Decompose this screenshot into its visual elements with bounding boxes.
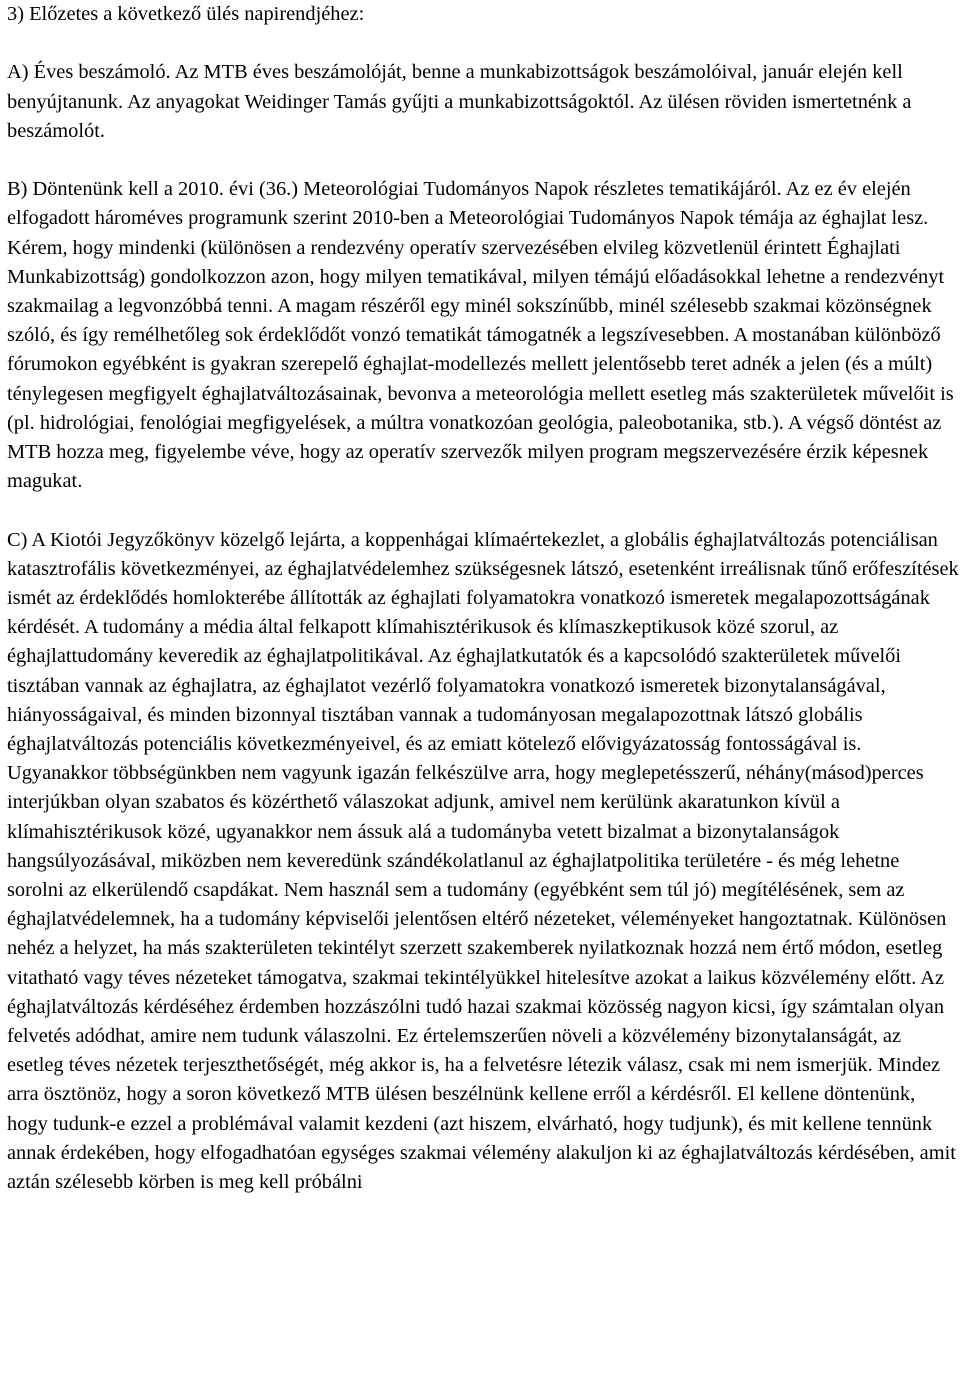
section-b-meteorological-days: B) Döntenünk kell a 2010. évi (36.) Meteorológiai Tudományos Napok részletes tematikájáról. Az ez év elején elfogadott hároméves programunk szerint 2010-ben a Meteorológiai Tudományos Napok témája az éghajlat lesz. Kérem, hogy mindenki (különösen a rendezvény operatív szervezésében elvileg közvetlenül érintett Éghajlati Munkabizottság) gondolkozzon azon, hogy milyen tematikával, milyen témájú előadásokkal lehetne a rendezvényt szakmailag a legvonzóbbá tenni. A magam részéről egy minél sokszínűbb, minél szélesebb szakmai közönségnek szóló, és így remélhetőleg sok érdeklődőt vonzó tematikát támogatnék a legszívesebben. A mostanában különböző fórumokon egyébként is gyakran szerepelő éghajlat-modellezés mellett jelentősebb teret adnék a jelen (és a múlt) ténylegesen megfigyelt éghajlatváltozásainak, bevonva a meteorológia mellett esetleg más szakterületek művelőit is (pl. hidrológiai, fenológiai megfigyelések, a múltra vonatkozóan geológia, paleobotanika, stb.). A végső döntést az MTB hozza meg, figyelembe véve, hogy az operatív szervezők milyen program megszervezésére érzik képesnek magukat. bbox=[7, 178, 954, 493]
paragraph-spacer bbox=[7, 496, 959, 525]
paragraph-spacer bbox=[7, 146, 959, 175]
section-c-kyoto-protocol: C) A Kiotói Jegyzőkönyv közelgő lejárta, a koppenhágai klímaértekezlet, a globális éghajlatváltozás potenciálisan katasztrofális következményei, az éghajlatvédelemhez szükségesnek látszó, esetenként irreálisnak tűnő erőfeszítések ismét az érdeklődés homlokterébe állították az éghajlati folyamatokra vonatkozó ismeretek megalapozottságának kérdését. A tudomány a média által felkapott klímahisztérikusok és klímaszkeptikusok közé szorul, az éghajlattudomány keveredik az éghajlatpolitikával. Az éghajlatkutatók és a kapcsolódó szakterületek művelői tisztában vannak az éghajlatra, az éghajlatot vezérlő folyamatokra vonatkozó ismeretek bizonytalanságával, hiányosságaival, és minden bizonnyal tisztában vannak a tudományosan megalapozottnak látszó globális éghajlatváltozás potenciális következményeivel, és az emiatt kötelező elővigyázatosság fontosságával is. Ugyanakkor többségünkben nem vagyunk igazán felkészülve arra, hogy meglepetésszerű, néhány(másod)perces interjúkban olyan szabatos és közérthető válaszokat adjunk, amivel nem kerülünk akaratunkon kívül a klímahisztérikusok közé, ugyanakkor nem ássuk alá a tudományba vetett bizalmat a bizonytalanságok hangsúlyozásával, miközben nem keveredünk szándékolatlanul az éghajlatpolitika területére - és még lehetne sorolni az elkerülendő csapdákat. Nem használ sem a tudomány (egyébként sem túl jó) megítélésének, sem az éghajlatvédelemnek, ha a tudomány képviselői jelentősen eltérő nézeteket, véleményeket hangoztatnak. Különösen nehéz a helyzet, ha más szakterületen tekintélyt szerzett szakemberek nyilatkoznak hozzá nem értő módon, esetleg vitatható vagy téves nézeteket támogatva, szakmai tekintélyükkel hitelesítve azokat a laikus közvélemény előtt. Az éghajlatváltozás kérdéséhez érdemben hozzászólni tudó hazai szakmai közösség nagyon kicsi, így számtalan olyan felvetés adódhat, amire nem tudunk válaszolni. Ez értelemszerűen növeli a közvélemény bizonytalanságát, az esetleg téves nézetek terjeszthetőségét, még akkor is, ha a felvetésre létezik válasz, csak mi nem ismerjük. Mindez arra ösztönöz, hogy a soron következő MTB ülésen beszélnünk kellene erről a kérdésről. El kellene döntenünk, hogy tudunk-e ezzel a problémával valamit kezdeni (azt hiszem, elvárható, hogy tudjunk), és mit kellene tennünk annak érdekében, hogy elfogadhatóan egységes szakmai vélemény alakuljon ki az éghajlatváltozás kérdésében, amit aztán szélesebb körben is meg kell próbálni bbox=[7, 528, 959, 1194]
document-page bbox=[7, 0, 959, 1197]
agenda-heading: 3) Előzetes a következő ülés napirendjéhez: bbox=[7, 3, 365, 25]
section-a-annual-report: A) Éves beszámoló. Az MTB éves beszámolóját, benne a munkabizottságok beszámolóival, január elején kell benyújtanunk. Az anyagokat Weidinger Tamás gyűjti a munkabizottságoktól. Az ülésen röviden ismertetnénk a beszámolót. bbox=[7, 61, 912, 142]
paragraph-spacer bbox=[7, 29, 959, 58]
